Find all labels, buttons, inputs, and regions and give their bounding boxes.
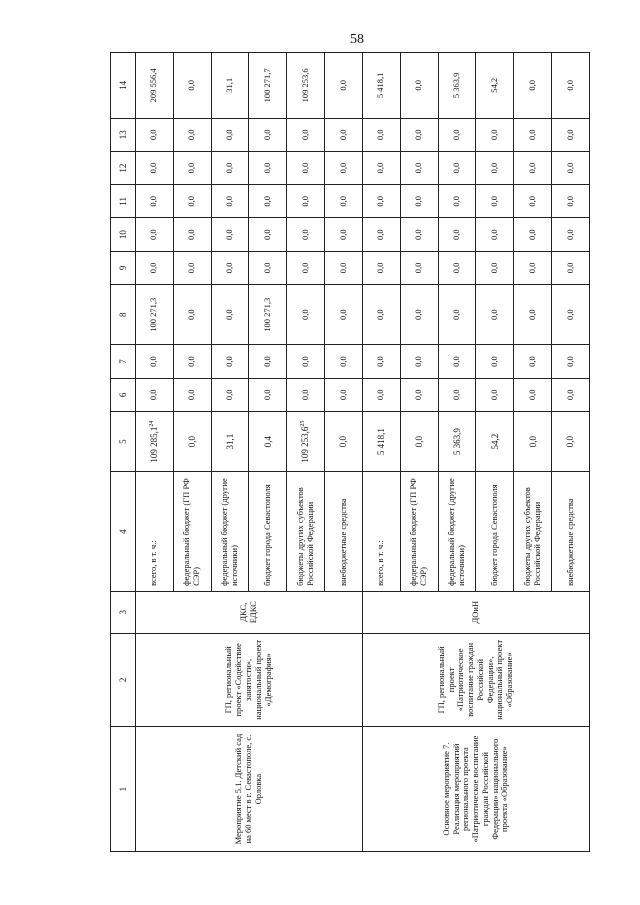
value-cell: 0,0 <box>135 118 173 151</box>
value-cell: 0,0 <box>325 118 363 151</box>
value-cell: 0,0 <box>514 118 552 151</box>
value-cell: 0,0 <box>249 251 287 284</box>
value-cell: 0,0 <box>173 53 211 119</box>
value-cell: 0,0 <box>362 218 400 251</box>
funding-source: всего, в т. ч.: <box>135 472 173 592</box>
column-header: 12 <box>111 151 136 184</box>
value-cell: 0,0 <box>362 345 400 378</box>
value-cell <box>249 411 287 471</box>
value-cell: 109 253,6 <box>287 53 325 119</box>
value-cell: 0,0 <box>400 53 438 119</box>
column-header: 1 <box>111 727 136 852</box>
value-cell: 0,0 <box>438 285 476 345</box>
value-cell: 100 271,3 <box>135 285 173 345</box>
value-cell: 0,0 <box>173 378 211 411</box>
value-cell: 0,0 <box>438 185 476 218</box>
value-cell: 100 271,3 <box>249 285 287 345</box>
page-number: 58 <box>350 32 364 47</box>
value-cell: 0,0 <box>325 251 363 284</box>
value-cell: 0,0 <box>135 251 173 284</box>
value-cell: 0,0 <box>438 251 476 284</box>
value-cell: 0,0 <box>287 345 325 378</box>
value-cell: 0,0 <box>514 185 552 218</box>
value-cell: 0,0 <box>287 118 325 151</box>
value-cell: 0,0 <box>325 378 363 411</box>
value-cell: 0,0 <box>249 378 287 411</box>
value-cell: 0,0 <box>362 185 400 218</box>
value-text: 54,2 <box>489 433 500 450</box>
value-cell: 0,0 <box>287 151 325 184</box>
value-cell: 0,0 <box>552 218 590 251</box>
value-cell: 0,0 <box>476 285 514 345</box>
value-cell: 0,0 <box>287 285 325 345</box>
value-cell: 0,0 <box>400 118 438 151</box>
value-cell: 0,0 <box>514 151 552 184</box>
value-cell <box>552 411 590 471</box>
value-cell: 0,0 <box>476 185 514 218</box>
value-cell <box>287 411 325 471</box>
value-cell: 0,0 <box>325 151 363 184</box>
value-text: 31,1 <box>224 433 235 450</box>
executor: ДОиН <box>362 591 589 633</box>
value-cell: 0,0 <box>552 378 590 411</box>
column-header: 10 <box>111 218 136 251</box>
value-text: 0,0 <box>565 436 576 448</box>
value-cell: 0,0 <box>514 53 552 119</box>
value-cell: 0,0 <box>173 251 211 284</box>
funding-source: бюджет города Севастополя <box>249 472 287 592</box>
budget-table <box>110 52 590 852</box>
table-row <box>362 53 400 852</box>
table-row <box>135 53 173 852</box>
header-row <box>111 53 136 852</box>
column-header: 13 <box>111 118 136 151</box>
value-cell: 0,0 <box>476 218 514 251</box>
value-cell: 0,0 <box>362 285 400 345</box>
value-cell: 0,0 <box>173 345 211 378</box>
value-cell: 0,0 <box>400 378 438 411</box>
funding-source: всего, в т. ч.: <box>362 472 400 592</box>
value-cell: 0,0 <box>514 251 552 284</box>
value-cell: 0,0 <box>514 285 552 345</box>
value-cell: 31,1 <box>211 53 249 119</box>
value-cell: 0,0 <box>438 151 476 184</box>
value-cell <box>400 411 438 471</box>
value-cell: 0,0 <box>211 251 249 284</box>
value-text: 0,0 <box>338 436 349 448</box>
value-cell: 0,0 <box>135 185 173 218</box>
column-header: 11 <box>111 185 136 218</box>
value-cell: 0,0 <box>249 218 287 251</box>
value-cell: 0,0 <box>552 185 590 218</box>
value-cell: 0,0 <box>400 345 438 378</box>
value-cell <box>211 411 249 471</box>
value-cell: 0,0 <box>400 251 438 284</box>
column-header: 4 <box>111 472 136 592</box>
value-cell: 0,0 <box>476 251 514 284</box>
column-header: 14 <box>111 53 136 119</box>
event-name: Основное мероприятие 7. Реализация мероприятий регионального проекта «Патриотическое воспитание граждан Российской Федерации» национального проекта «Образование» <box>362 727 589 852</box>
value-cell: 0,0 <box>173 285 211 345</box>
value-cell: 0,0 <box>249 345 287 378</box>
value-cell: 0,0 <box>552 285 590 345</box>
value-cell: 0,0 <box>362 118 400 151</box>
value-cell: 0,0 <box>476 378 514 411</box>
column-header: 6 <box>111 378 136 411</box>
value-cell: 0,0 <box>135 378 173 411</box>
value-text: 5 363,9 <box>451 428 462 456</box>
value-cell: 0,0 <box>211 118 249 151</box>
value-cell: 0,0 <box>325 185 363 218</box>
funding-source: внебюджетные средства <box>552 472 590 592</box>
value-cell: 0,0 <box>362 378 400 411</box>
value-cell: 0,0 <box>476 118 514 151</box>
value-cell: 0,0 <box>400 151 438 184</box>
value-cell: 0,0 <box>325 53 363 119</box>
value-cell: 0,0 <box>287 251 325 284</box>
value-cell <box>325 411 363 471</box>
value-text: 0,0 <box>186 436 197 448</box>
value-cell: 5 363,9 <box>438 53 476 119</box>
funding-source: внебюджетные средства <box>325 472 363 592</box>
value-cell: 0,0 <box>287 218 325 251</box>
value-cell <box>362 411 400 471</box>
value-text: 0,4 <box>262 436 273 448</box>
value-cell: 0,0 <box>514 218 552 251</box>
funding-source: бюджеты других субъектов Российской Федерации <box>287 472 325 592</box>
value-cell <box>514 411 552 471</box>
value-cell: 0,0 <box>211 345 249 378</box>
column-header: 7 <box>111 345 136 378</box>
value-cell: 0,0 <box>173 218 211 251</box>
funding-source: федеральный бюджет (ГП РФ СЭР) <box>400 472 438 592</box>
value-cell: 0,0 <box>249 151 287 184</box>
value-cell: 0,0 <box>287 185 325 218</box>
value-cell: 0,0 <box>476 151 514 184</box>
value-cell <box>135 411 173 471</box>
value-cell: 0,0 <box>249 118 287 151</box>
value-cell: 0,0 <box>362 251 400 284</box>
value-cell: 0,0 <box>438 118 476 151</box>
value-cell: 0,0 <box>438 345 476 378</box>
value-text: 5 418,1 <box>376 428 387 456</box>
executor: ДКС, ЕДКС <box>135 591 362 633</box>
value-cell: 0,0 <box>287 378 325 411</box>
event-name: Мероприятие 5.1. Детский сад на 60 мест в г. Севастополе, с. Орловка <box>135 727 362 852</box>
value-cell: 0,0 <box>249 185 287 218</box>
value-cell: 0,0 <box>211 285 249 345</box>
value-cell: 0,0 <box>135 345 173 378</box>
column-header: 5 <box>111 411 136 471</box>
program-name: ГП, региональный проект «Патриотическое воспитание граждан Российской Федерации», национальный проект «Образование» <box>362 633 589 727</box>
value-cell: 0,0 <box>325 285 363 345</box>
value-cell: 5 418,1 <box>362 53 400 119</box>
value-cell: 0,0 <box>211 218 249 251</box>
value-cell: 0,0 <box>211 378 249 411</box>
funding-source: федеральный бюджет (другие источники) <box>438 472 476 592</box>
value-cell: 0,0 <box>325 218 363 251</box>
value-text: 109 253,6 <box>300 426 311 463</box>
value-cell: 209 556,4 <box>135 53 173 119</box>
value-text: 0,0 <box>527 436 538 448</box>
value-cell: 0,0 <box>552 251 590 284</box>
table-body <box>111 53 590 852</box>
value-cell: 0,0 <box>362 151 400 184</box>
value-text: 0,0 <box>414 436 425 448</box>
value-cell: 0,0 <box>135 218 173 251</box>
value-cell: 0,0 <box>514 345 552 378</box>
value-cell: 0,0 <box>211 151 249 184</box>
footnote-mark: 25 <box>300 420 307 427</box>
value-cell: 0,0 <box>400 185 438 218</box>
value-text: 109 285,1 <box>149 426 160 463</box>
column-header: 3 <box>111 591 136 633</box>
value-cell: 0,0 <box>135 151 173 184</box>
value-cell: 0,0 <box>476 345 514 378</box>
column-header: 9 <box>111 251 136 284</box>
footnote-mark: 24 <box>149 420 156 427</box>
column-header: 2 <box>111 633 136 727</box>
funding-source: федеральный бюджет (ГП РФ СЭР) <box>173 472 211 592</box>
value-cell: 0,0 <box>514 378 552 411</box>
value-cell: 0,0 <box>552 53 590 119</box>
value-cell <box>173 411 211 471</box>
value-cell: 0,0 <box>173 185 211 218</box>
column-header: 8 <box>111 285 136 345</box>
value-cell: 0,0 <box>438 218 476 251</box>
value-cell: 0,0 <box>552 151 590 184</box>
program-name: ГП, региональный проект «Содействие занятости», национальный проект «Демография» <box>135 633 362 727</box>
value-cell: 0,0 <box>173 151 211 184</box>
value-cell <box>438 411 476 471</box>
value-cell: 0,0 <box>400 285 438 345</box>
value-cell: 0,0 <box>211 185 249 218</box>
funding-source: федеральный бюджет (другие источники) <box>211 472 249 592</box>
value-cell: 0,0 <box>400 218 438 251</box>
value-cell: 0,0 <box>552 345 590 378</box>
value-cell: 0,0 <box>438 378 476 411</box>
value-cell: 54,2 <box>476 53 514 119</box>
funding-source: бюджет города Севастополя <box>476 472 514 592</box>
funding-source: бюджеты других субъектов Российской Федерации <box>514 472 552 592</box>
value-cell: 100 271,7 <box>249 53 287 119</box>
value-cell: 0,0 <box>173 118 211 151</box>
value-cell: 0,0 <box>325 345 363 378</box>
value-cell: 0,0 <box>552 118 590 151</box>
value-cell <box>476 411 514 471</box>
rotated-table-wrapper <box>110 52 590 852</box>
